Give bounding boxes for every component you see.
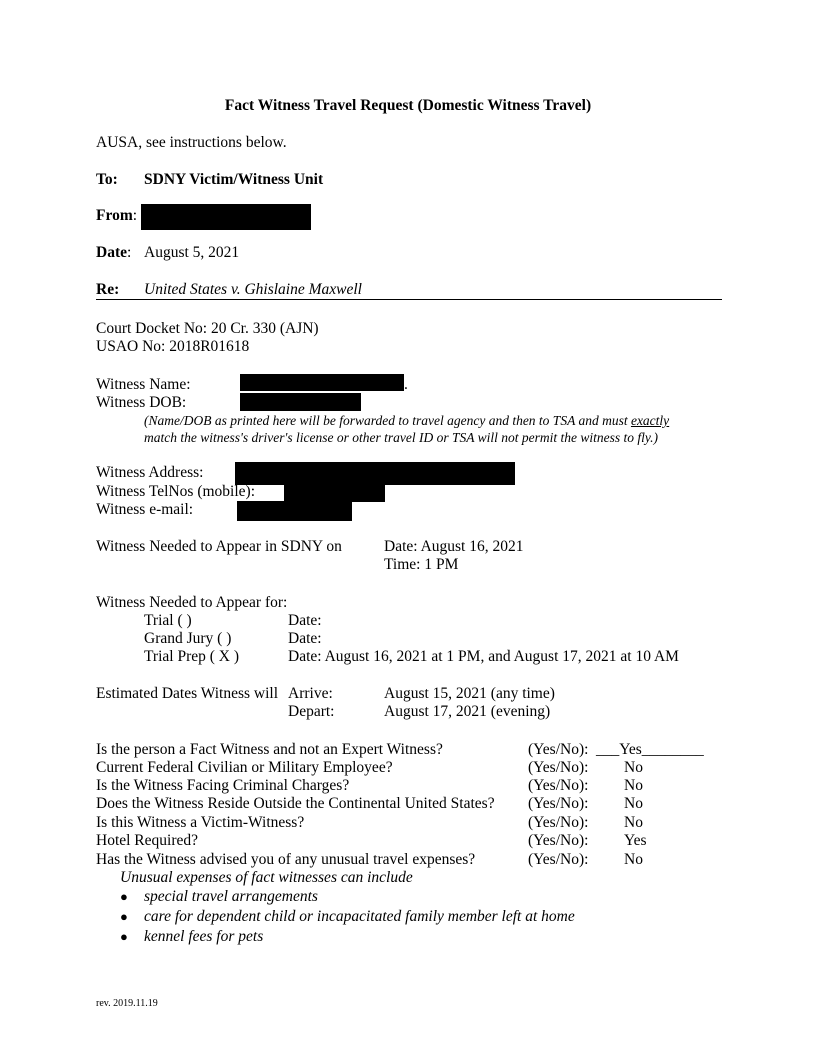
question-criminal-charges: Is the Witness Facing Criminal Charges? (96, 777, 350, 794)
witness-dob-label: Witness DOB: (96, 394, 187, 411)
appear-for-grand-jury-date: Date: (288, 630, 322, 647)
page-title: Fact Witness Travel Request (Domestic Witness Travel) (224, 97, 592, 114)
from-label: From (96, 207, 133, 224)
bullet-icon: ● (120, 889, 128, 904)
redaction-witness-address (235, 462, 515, 485)
question-fact-witness-yn: (Yes/No): (528, 741, 589, 758)
question-hotel-answer: Yes (624, 832, 647, 849)
arrive-label: Arrive: (288, 685, 333, 702)
to-label: To: (96, 171, 118, 188)
question-victim-witness-answer: No (624, 814, 643, 831)
question-victim-witness-yn: (Yes/No): (528, 814, 589, 831)
redaction-from (141, 204, 311, 230)
instructions-line: AUSA, see instructions below. (96, 134, 287, 151)
question-unusual-expenses-answer: No (624, 851, 643, 868)
appear-sdny-date: Date: August 16, 2021 (384, 538, 524, 555)
appear-for-grand-jury: Grand Jury ( ) (144, 630, 232, 647)
date-value: August 5, 2021 (144, 244, 240, 261)
question-unusual-expenses-yn: (Yes/No): (528, 851, 589, 868)
bullet-icon: ● (120, 929, 128, 944)
witness-email-label: Witness e-mail: (96, 501, 194, 518)
question-outside-us-yn: (Yes/No): (528, 795, 589, 812)
header-divider (96, 299, 722, 300)
tsa-note-text: (Name/DOB as printed here will be forwarded to travel agency and then to TSA and must (144, 413, 631, 428)
question-hotel: Hotel Required? (96, 832, 199, 849)
redaction-witness-tel (284, 483, 385, 502)
witness-name-label: Witness Name: (96, 376, 191, 393)
tsa-note-line-2: match the witness's driver's license or other travel ID or TSA will not permit the witness to fly.) (144, 430, 658, 445)
appear-sdny-label: Witness Needed to Appear in SDNY on (96, 538, 342, 555)
question-unusual-expenses: Has the Witness advised you of any unusual travel expenses? (96, 851, 476, 868)
question-victim-witness: Is this Witness a Victim-Witness? (96, 814, 305, 831)
depart-value: August 17, 2021 (evening) (384, 703, 551, 720)
witness-name-period: . (404, 376, 408, 393)
usao-number: USAO No: 2018R01618 (96, 338, 250, 355)
unusual-expense-item: special travel arrangements (144, 888, 318, 905)
court-docket: Court Docket No: 20 Cr. 330 (AJN) (96, 320, 319, 337)
question-federal-employee: Current Federal Civilian or Military Employee? (96, 759, 393, 776)
witness-tel-label: Witness TelNos (mobile): (96, 483, 256, 500)
question-outside-us-answer: No (624, 795, 643, 812)
appear-for-trial-date: Date: (288, 612, 322, 629)
question-criminal-charges-yn: (Yes/No): (528, 777, 589, 794)
appear-for-trial-prep: Trial Prep ( X ) (144, 648, 240, 665)
re-label: Re: (96, 281, 120, 298)
date-colon: : (127, 244, 132, 261)
redaction-witness-name (240, 374, 404, 391)
date-label: Date (96, 244, 127, 261)
depart-label: Depart: (288, 703, 335, 720)
estimated-label: Estimated Dates Witness will (96, 685, 279, 702)
from-colon: : (132, 207, 138, 224)
unusual-expense-item: care for dependent child or incapacitated family member left at home (144, 908, 575, 925)
re-value: United States v. Ghislaine Maxwell (144, 281, 362, 298)
question-criminal-charges-answer: No (624, 777, 643, 794)
tsa-note-line-1 (144, 412, 669, 430)
question-hotel-yn: (Yes/No): (528, 832, 589, 849)
unusual-expense-item: kennel fees for pets (144, 928, 264, 945)
question-federal-employee-answer: No (624, 759, 643, 776)
bullet-icon: ● (120, 909, 128, 924)
redaction-witness-dob (240, 393, 361, 411)
witness-address-label: Witness Address: (96, 464, 204, 481)
appear-sdny-time: Time: 1 PM (384, 556, 459, 573)
arrive-value: August 15, 2021 (any time) (384, 685, 555, 702)
appear-for-trial: Trial ( ) (144, 612, 192, 629)
revision-footer: rev. 2019.11.19 (96, 998, 158, 1009)
question-federal-employee-yn: (Yes/No): (528, 759, 589, 776)
appear-for-label: Witness Needed to Appear for: (96, 594, 288, 611)
redaction-witness-email (237, 501, 352, 521)
question-fact-witness: Is the person a Fact Witness and not an Expert Witness? (96, 741, 443, 758)
unusual-expenses-intro: Unusual expenses of fact witnesses can include (120, 869, 413, 886)
question-outside-us: Does the Witness Reside Outside the Continental United States? (96, 795, 495, 812)
from-line (96, 207, 137, 225)
to-value: SDNY Victim/Witness Unit (144, 171, 324, 188)
tsa-note-emphasis: exactly (630, 413, 670, 428)
appear-for-trial-prep-date: Date: August 16, 2021 at 1 PM, and August 17, 2021 at 10 AM (288, 648, 679, 665)
date-line (96, 244, 131, 262)
question-fact-witness-answer: ___Yes________ (596, 741, 704, 758)
